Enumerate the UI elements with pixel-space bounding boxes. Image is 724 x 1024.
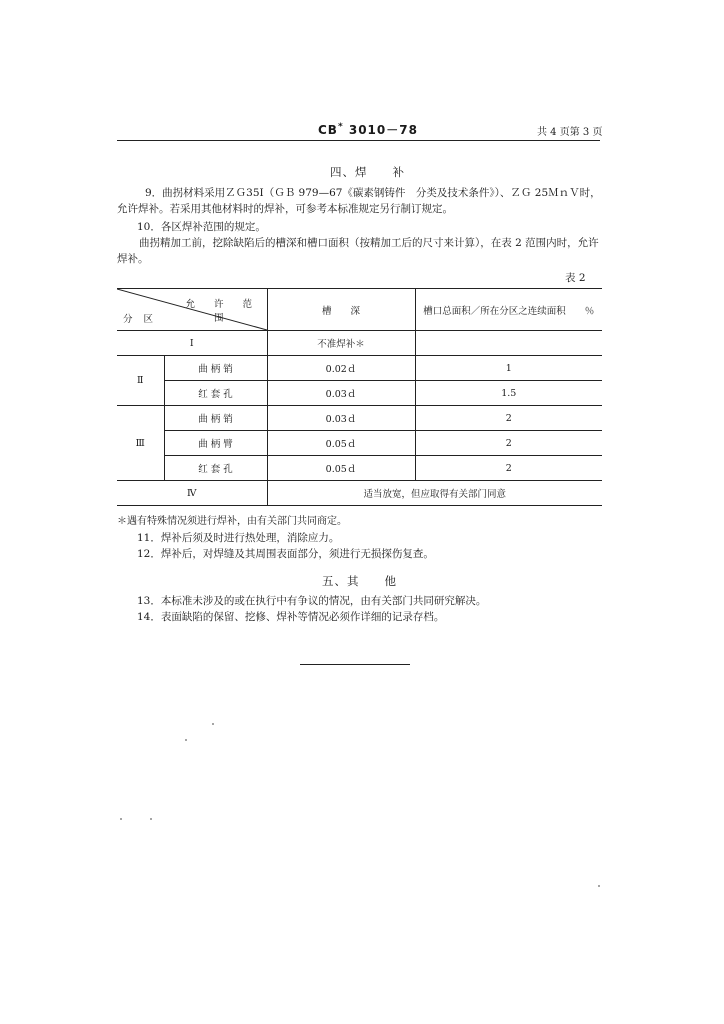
header-allowed-range: 允 许 范 围 xyxy=(185,299,261,324)
table-row xyxy=(117,356,602,381)
header-area-ratio: 槽口总面积／所在分区之连续面积 ％ xyxy=(415,289,602,331)
code-star: * xyxy=(337,122,344,132)
item-14: 14．表面缺陷的保留、挖修、焊补等情况必须作详细的记录存档。 xyxy=(137,611,445,623)
paragraph-10: 10．各区焊补范围的规定。 xyxy=(137,221,266,233)
depth-cell: 适当放宽，但应取得有关部门同意 xyxy=(267,481,602,506)
area-cell: 2 xyxy=(415,431,602,456)
table-row xyxy=(117,431,602,456)
scan-speck xyxy=(120,818,122,820)
table-header-row xyxy=(117,289,602,331)
scan-speck xyxy=(185,739,187,741)
area-cell: 1 xyxy=(415,356,602,381)
table-row xyxy=(117,481,602,506)
paragraph-10-detail: 曲拐精加工前，挖除缺陷后的槽深和槽口面积（按精加工后的尺寸来计算），在表 2 范围内时，允许焊补。 xyxy=(117,237,599,265)
code-number: 3010－78 xyxy=(348,123,418,137)
header-diagonal-cell xyxy=(117,289,267,331)
depth-cell: 0.03ｄ xyxy=(267,406,415,431)
part-cell: 曲 柄 臂 xyxy=(164,431,267,456)
zone-cell: Ⅲ xyxy=(117,406,164,481)
scan-speck xyxy=(212,723,214,725)
area-cell xyxy=(415,331,602,356)
standard-code xyxy=(318,121,418,138)
area-cell: 1.5 xyxy=(415,381,602,406)
section-title-welding: 四、焊 补 xyxy=(330,165,405,179)
part-cell: 曲 柄 销 xyxy=(164,406,267,431)
depth-cell: 0.03ｄ xyxy=(267,381,415,406)
depth-cell: 0.05ｄ xyxy=(267,431,415,456)
depth-cell: 0.05ｄ xyxy=(267,456,415,481)
header-rule xyxy=(117,140,600,141)
footnote-star: ＊遇有特殊情况须进行焊补，由有关部门共同商定。 xyxy=(117,516,347,527)
zone-cell: Ⅳ xyxy=(117,481,267,506)
zone-cell: Ⅰ xyxy=(117,331,267,356)
item-13: 13．本标准未涉及的或在执行中有争议的情况，由有关部门共同研究解决。 xyxy=(137,595,487,607)
area-cell: 2 xyxy=(415,406,602,431)
end-rule xyxy=(300,664,410,665)
scan-speck xyxy=(598,885,600,887)
table-row xyxy=(117,456,602,481)
header-zone: 分 区 xyxy=(123,314,158,325)
table-label: 表 2 xyxy=(565,272,586,284)
item-11: 11．焊补后须及时进行热处理，消除应力。 xyxy=(137,532,340,544)
paragraph-9: 9．曲拐材料采用ＺＧ35Ⅰ（ＧＢ 979—67《碳素钢铸件 分类及技术条件》）、ＺＧ 25ＭｎＶ时，允许焊补。若采用其他材料时的焊补，可参考本标准规定另行制订规定。 xyxy=(117,187,601,215)
code-prefix: CB xyxy=(318,123,338,137)
part-cell: 红 套 孔 xyxy=(164,381,267,406)
table-row xyxy=(117,331,602,356)
depth-cell: 0.02ｄ xyxy=(267,356,415,381)
table-row xyxy=(117,406,602,431)
page-info: 共 4 页第 3 页 xyxy=(537,127,603,138)
scan-speck xyxy=(150,818,152,820)
area-cell: 2 xyxy=(415,456,602,481)
header-depth: 槽 深 xyxy=(267,289,415,331)
depth-cell: 不准焊补＊ xyxy=(267,331,415,356)
part-cell: 曲 柄 销 xyxy=(164,356,267,381)
part-cell: 红 套 孔 xyxy=(164,456,267,481)
section-title-other: 五、其 他 xyxy=(322,574,397,588)
zone-cell: Ⅱ xyxy=(117,356,164,406)
weld-range-table xyxy=(117,288,602,506)
item-12: 12．焊补后，对焊缝及其周围表面部分，须进行无损探伤复查。 xyxy=(137,548,434,560)
table-row xyxy=(117,381,602,406)
